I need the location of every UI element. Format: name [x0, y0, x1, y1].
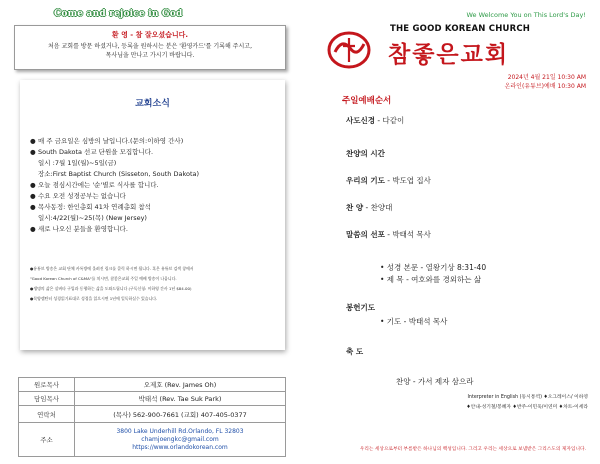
right-tagline: We Welcome You on This Lord's Day! — [466, 11, 586, 19]
order-key: 말씀의 선포 — [346, 230, 385, 239]
news-item — [30, 224, 280, 235]
welcome-line: 목사님을 만나고 가시기 바랍니다. — [105, 52, 195, 59]
bullet-icon: ● — [30, 181, 36, 189]
staff-role: 주소 — [19, 423, 75, 457]
news-item-text: 매 주 금요일은 심방의 날입니다.(문의:이하영 간사) — [38, 137, 184, 145]
order-blessing — [346, 346, 363, 357]
table-row — [19, 406, 286, 423]
order-key: 찬양의 시간 — [346, 149, 385, 158]
email-link[interactable]: chamjoengkc@gmail.com — [141, 435, 219, 443]
order-creed — [346, 115, 404, 126]
order-val: - 다같이 — [374, 116, 405, 125]
news-subitem: 일시:4/22(월)~25(목) (New Jersey) — [38, 214, 147, 222]
order-title: 주일예배순서 — [342, 96, 392, 106]
bullet-icon: ● — [30, 192, 36, 200]
staff-value: 박태석 (Rev. Tae Suk Park) — [75, 392, 286, 406]
table-row — [19, 378, 286, 392]
order-key: 축 도 — [346, 347, 364, 356]
news-subitem: 일시 :7월 1일(월)~5일(금) — [38, 159, 117, 167]
note-line: ●유튜브 방송은 교회 단체 카톡방에 올려진 링크를 클릭 하시면 됩니다. 혹은 유튜브 검색 창에서 — [30, 266, 194, 271]
credit-line: ♦안내-성기철/봉혜자 ♦반주-이민욱/이연미 ♦차트-이세라 — [466, 405, 588, 410]
welcome-title: 환 영 - 참 잘오셨습니다. — [111, 31, 189, 39]
order-val: - 박도엽 집사 — [384, 176, 431, 185]
order-val: - 박태석 목사 — [384, 230, 431, 239]
order-scripture: • 성경 본문 - 열왕기상 8:31-40 — [380, 263, 487, 272]
news-item-text: South Dakota 선교 단원을 모집합니다. — [38, 148, 154, 156]
note-line: ●목양랩탄터 성경읽기표대로 성경을 읽으시면 1년에 일독하실수 있습니다. — [30, 296, 158, 301]
right-panel — [300, 0, 600, 464]
order-sermon — [346, 229, 431, 240]
credits — [466, 393, 588, 413]
bullet-icon: ● — [30, 137, 36, 145]
order-offering-prayer: • 기도 - 박태석 목사 — [380, 317, 448, 326]
note-line: "Good Korean Church of C&MA"를 치시면, 참좋은교회 주일 예배 방송이 나옵니다. — [30, 276, 177, 281]
bullet-icon: ● — [30, 225, 36, 233]
church-name-korean: 참좋은교회 — [388, 42, 510, 68]
order-key: 우리의 기도 — [346, 176, 385, 185]
news-item-text: 목사동정: 한인총회 41차 연례총회 참석 — [38, 203, 151, 211]
order-key: 사도신경 — [346, 116, 375, 125]
church-name-english: THE GOOD KOREAN CHURCH — [390, 24, 531, 34]
news-item — [30, 202, 280, 213]
website-link[interactable]: https://www.orlandokorean.com — [132, 443, 228, 451]
bullet-icon: ● — [30, 148, 36, 156]
welcome-box — [14, 25, 286, 70]
news-list — [30, 136, 280, 235]
service-time — [505, 73, 586, 91]
news-item-text: 새로 나오신 분들을 환영합니다. — [38, 225, 128, 233]
table-row — [19, 423, 286, 457]
news-item — [30, 180, 280, 191]
news-title: 교회소식 — [135, 99, 170, 109]
order-key: 봉헌기도 — [346, 303, 375, 312]
news-subitem: 장소:First Baptist Church (Sisseton, South Dakota) — [38, 170, 200, 178]
address-line: 3800 Lake Underhill Rd.Orlando, FL 32803 — [116, 427, 244, 435]
news-item — [30, 147, 280, 158]
order-key: 찬 양 — [346, 203, 364, 212]
order-prayer — [346, 175, 431, 186]
church-logo-icon — [326, 30, 372, 70]
address-cell — [75, 423, 286, 457]
table-row — [19, 392, 286, 406]
staff-role: 담임목사 — [19, 392, 75, 406]
online-service: 온라인(유튜브)예배 10:30 AM — [504, 83, 586, 90]
news-box — [20, 80, 285, 350]
staff-value: (목사) 562-900-7661 (교회) 407-405-0377 — [75, 406, 286, 423]
order-offering — [346, 302, 375, 313]
order-closing: 찬양 - 가서 제자 삼으라 — [396, 377, 474, 386]
news-item-text: 오늘 점심시간에는 '순'별로 식사를 합니다. — [38, 181, 159, 189]
note-line: ●생명의 삶은 실버타 구입과 동행하는 삶을 도와드립니다 (구독신청: 이하영 간사 1년 $84.00) — [30, 286, 192, 291]
news-item — [30, 191, 280, 202]
news-item — [30, 136, 280, 147]
order-sermon-title: • 제 목 - 여호와를 경외하는 삶 — [380, 275, 482, 284]
order-praise-time — [346, 148, 385, 159]
service-date: 2024년 4월 21일 10:30 AM — [507, 74, 586, 81]
order-choir — [346, 202, 392, 213]
welcome-line: 처음 교회를 방문 하셨거나, 등록을 원하시는 분은 '환영카드'를 기록해 주시고, — [48, 43, 252, 50]
order-val: - 찬양대 — [363, 203, 393, 212]
footer-motto: 우리는 세상으로부터 부름받은 하나님의 백성입니다. 그리고 우리는 세상으로 보냄받은 그리스도의 제자입니다. — [359, 447, 586, 452]
left-tagline: Come and rejoice in God — [54, 9, 183, 19]
staff-table — [18, 377, 286, 457]
credit-line: Interpreter in English (동시통역) ♦오그레이스/ 이하영 — [467, 395, 588, 400]
staff-value: 오제호 (Rev. James Oh) — [75, 378, 286, 392]
news-item-text: 수요 오전 성경공부는 없습니다 — [38, 192, 126, 200]
bullet-icon: ● — [30, 203, 36, 211]
news-notes — [30, 264, 282, 304]
staff-role: 연락처 — [19, 406, 75, 423]
welcome-text — [15, 42, 285, 60]
staff-role: 원로목사 — [19, 378, 75, 392]
